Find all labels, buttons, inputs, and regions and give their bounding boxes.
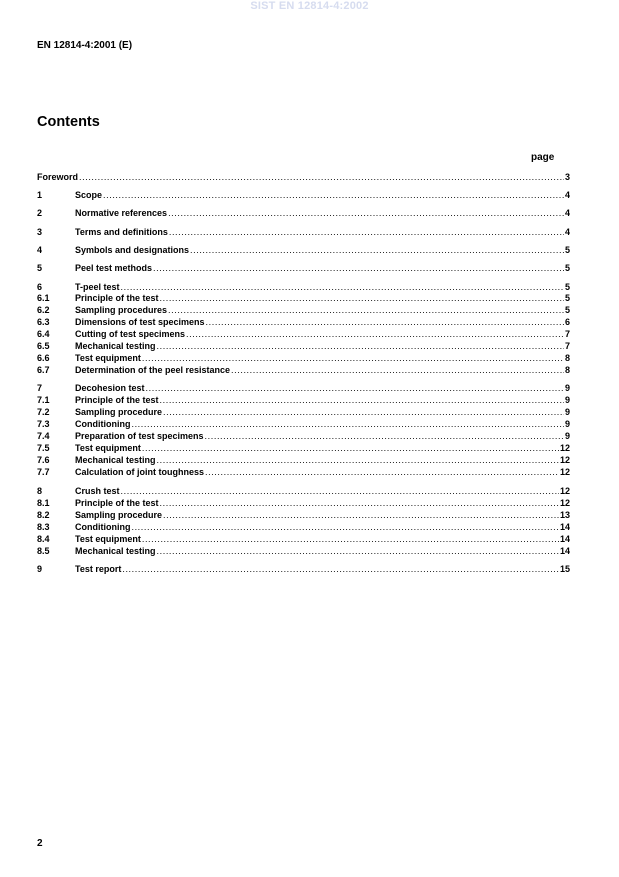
toc-entry[interactable] xyxy=(37,340,570,352)
toc-entry-title: Sampling procedures xyxy=(75,305,168,315)
toc-entry[interactable] xyxy=(37,466,570,478)
toc-entry-title: Determination of the peel resistance xyxy=(75,365,231,375)
toc-dot-leader xyxy=(153,262,564,274)
toc-dot-leader xyxy=(157,545,559,557)
toc-entry-number: 5 xyxy=(37,263,43,273)
toc-entry[interactable] xyxy=(37,442,570,454)
toc-entry-page: 13 xyxy=(559,510,570,520)
toc-entry-number: 7.2 xyxy=(37,407,50,417)
toc-dot-leader xyxy=(160,497,559,509)
toc-entry-number: 6.7 xyxy=(37,365,50,375)
toc-entry-title: Symbols and designations xyxy=(75,245,190,255)
toc-entry-page: 5 xyxy=(564,245,570,255)
toc-entry[interactable] xyxy=(37,382,570,394)
page-column-label: page xyxy=(531,152,555,163)
toc-entry[interactable] xyxy=(37,328,570,340)
toc-entry-title: Sampling procedure xyxy=(75,407,163,417)
toc-entry[interactable] xyxy=(37,304,570,316)
toc-entry-number: 7 xyxy=(37,383,43,393)
toc-entry-title: Scope xyxy=(75,190,103,200)
toc-entry-page: 9 xyxy=(564,419,570,429)
toc-entry[interactable] xyxy=(37,509,570,521)
toc-entry-page: 3 xyxy=(564,172,570,182)
toc-entry-title: Calculation of joint toughness xyxy=(75,467,204,477)
toc-dot-leader xyxy=(206,316,564,328)
toc-entry[interactable] xyxy=(37,262,570,274)
toc-entry[interactable] xyxy=(37,171,570,183)
toc-entry-title: Principle of the test xyxy=(75,293,159,303)
toc-entry-title: Preparation of test specimens xyxy=(75,431,204,441)
toc-dot-leader xyxy=(163,406,564,418)
toc-entry-number: 2 xyxy=(37,208,43,218)
toc-entry-title: T-peel test xyxy=(75,282,120,292)
toc-entry-number: 8.4 xyxy=(37,534,50,544)
toc-entry[interactable] xyxy=(37,226,570,238)
toc-entry-title: Decohesion test xyxy=(75,383,145,393)
toc-entry[interactable] xyxy=(37,394,570,406)
toc-entry-page: 9 xyxy=(564,431,570,441)
toc-entry-number: 7.1 xyxy=(37,395,50,405)
toc-entry[interactable] xyxy=(37,352,570,364)
toc-entry-page: 4 xyxy=(564,190,570,200)
toc-dot-leader xyxy=(205,466,559,478)
toc-dot-leader xyxy=(157,340,564,352)
toc-entry[interactable] xyxy=(37,497,570,509)
toc-entry-page: 9 xyxy=(564,395,570,405)
toc-dot-leader xyxy=(169,226,564,238)
toc-entry-title: Principle of the test xyxy=(75,395,159,405)
toc-entry-page: 12 xyxy=(559,486,570,496)
toc-entry-page: 6 xyxy=(564,317,570,327)
toc-entry-title: Sampling procedure xyxy=(75,510,163,520)
toc-dot-leader xyxy=(142,352,564,364)
toc-dot-leader xyxy=(131,418,564,430)
toc-entry-page: 5 xyxy=(564,305,570,315)
toc-dot-leader xyxy=(160,394,564,406)
toc-entry-title: Test report xyxy=(75,564,122,574)
toc-entry-page: 12 xyxy=(559,443,570,453)
toc-entry-number: 6.3 xyxy=(37,317,50,327)
toc-dot-leader xyxy=(186,328,564,340)
toc-entry[interactable] xyxy=(37,207,570,219)
toc-entry-title: Test equipment xyxy=(75,353,141,363)
toc-entry-number: 8.2 xyxy=(37,510,50,520)
toc-entry-title: Crush test xyxy=(75,486,120,496)
toc-entry-page: 15 xyxy=(559,564,570,574)
toc-entry-title: Terms and definitions xyxy=(75,227,168,237)
toc-entry-page: 9 xyxy=(564,407,570,417)
toc-entry-page: 7 xyxy=(564,341,570,351)
toc-entry-number: 7.3 xyxy=(37,419,50,429)
toc-entry-title: Dimensions of test specimens xyxy=(75,317,205,327)
toc-entry[interactable] xyxy=(37,418,570,430)
toc-entry[interactable] xyxy=(37,533,570,545)
toc-entry-title: Principle of the test xyxy=(75,498,159,508)
toc-entry-page: 14 xyxy=(559,534,570,544)
toc-entry-page: 8 xyxy=(564,365,570,375)
toc-entry-number: 6 xyxy=(37,282,43,292)
toc-entry-page: 12 xyxy=(559,467,570,477)
toc-entry-page: 5 xyxy=(564,282,570,292)
toc-dot-leader xyxy=(163,509,559,521)
page-number: 2 xyxy=(37,838,43,849)
toc-entry-page: 5 xyxy=(564,263,570,273)
toc-entry-page: 14 xyxy=(559,546,570,556)
toc-dot-leader xyxy=(122,563,559,575)
toc-entry-number: 6.1 xyxy=(37,293,50,303)
toc-entry-page: 9 xyxy=(564,383,570,393)
toc-entry-title: Normative references xyxy=(75,208,168,218)
toc-entry-number: 9 xyxy=(37,564,43,574)
toc-entry-title: Mechanical testing xyxy=(75,341,156,351)
toc-entry-page: 12 xyxy=(559,455,570,465)
toc-entry-page: 4 xyxy=(564,208,570,218)
toc-entry[interactable] xyxy=(37,244,570,256)
toc-dot-leader xyxy=(146,382,564,394)
toc-dot-leader xyxy=(231,364,564,376)
toc-entry[interactable] xyxy=(37,430,570,442)
toc-dot-leader xyxy=(168,304,564,316)
toc-entry-page: 8 xyxy=(564,353,570,363)
contents-heading: Contents xyxy=(37,114,100,130)
toc-entry[interactable] xyxy=(37,563,570,575)
toc-entry-title: Test equipment xyxy=(75,443,141,453)
toc-entry[interactable] xyxy=(37,406,570,418)
toc-entry-title: Foreword xyxy=(37,172,79,182)
toc-entry-page: 7 xyxy=(564,329,570,339)
toc-entry-page: 5 xyxy=(564,293,570,303)
toc-entry[interactable] xyxy=(37,545,570,557)
toc-entry-title: Conditioning xyxy=(75,522,131,532)
toc-entry-page: 12 xyxy=(559,498,570,508)
toc-entry-number: 8.5 xyxy=(37,546,50,556)
toc-entry-number: 6.4 xyxy=(37,329,50,339)
watermark: SIST EN 12814-4:2002 xyxy=(250,0,369,12)
toc-entry-number: 3 xyxy=(37,227,43,237)
toc-entry-title: Conditioning xyxy=(75,419,131,429)
toc-entry-number: 7.7 xyxy=(37,467,50,477)
toc-entry[interactable] xyxy=(37,521,570,533)
toc-dot-leader xyxy=(131,521,559,533)
toc-dot-leader xyxy=(142,533,559,545)
toc-entry-number: 8 xyxy=(37,486,43,496)
toc-entry-number: 7.4 xyxy=(37,431,50,441)
toc-entry-number: 1 xyxy=(37,190,43,200)
toc-entry-title: Peel test methods xyxy=(75,263,153,273)
toc-dot-leader xyxy=(157,454,559,466)
toc-entry[interactable] xyxy=(37,316,570,328)
toc-entry-number: 7.5 xyxy=(37,443,50,453)
toc-entry[interactable] xyxy=(37,485,570,497)
toc-dot-leader xyxy=(205,430,564,442)
toc-entry[interactable] xyxy=(37,189,570,201)
toc-dot-leader xyxy=(103,189,564,201)
toc-entry-number: 7.6 xyxy=(37,455,50,465)
toc-entry[interactable] xyxy=(37,364,570,376)
toc-entry-number: 4 xyxy=(37,245,43,255)
toc-dot-leader xyxy=(190,244,564,256)
toc-dot-leader xyxy=(168,207,564,219)
toc-entry-title: Mechanical testing xyxy=(75,546,156,556)
toc-dot-leader xyxy=(160,292,564,304)
toc-entry-number: 6.2 xyxy=(37,305,50,315)
document-identifier: EN 12814-4:2001 (E) xyxy=(37,40,133,51)
toc-dot-leader xyxy=(79,171,564,183)
toc-entry-page: 4 xyxy=(564,227,570,237)
toc-entry-number: 6.5 xyxy=(37,341,50,351)
toc-entry-page: 14 xyxy=(559,522,570,532)
toc-dot-leader xyxy=(121,485,559,497)
toc-entry-title: Mechanical testing xyxy=(75,455,156,465)
toc-entry-number: 8.3 xyxy=(37,522,50,532)
toc-dot-leader xyxy=(142,442,559,454)
toc-entry-title: Test equipment xyxy=(75,534,141,544)
toc-entry[interactable] xyxy=(37,292,570,304)
toc-entry[interactable] xyxy=(37,454,570,466)
toc-entry-title: Cutting of test specimens xyxy=(75,329,186,339)
toc-entry-number: 8.1 xyxy=(37,498,50,508)
toc-entry-number: 6.6 xyxy=(37,353,50,363)
